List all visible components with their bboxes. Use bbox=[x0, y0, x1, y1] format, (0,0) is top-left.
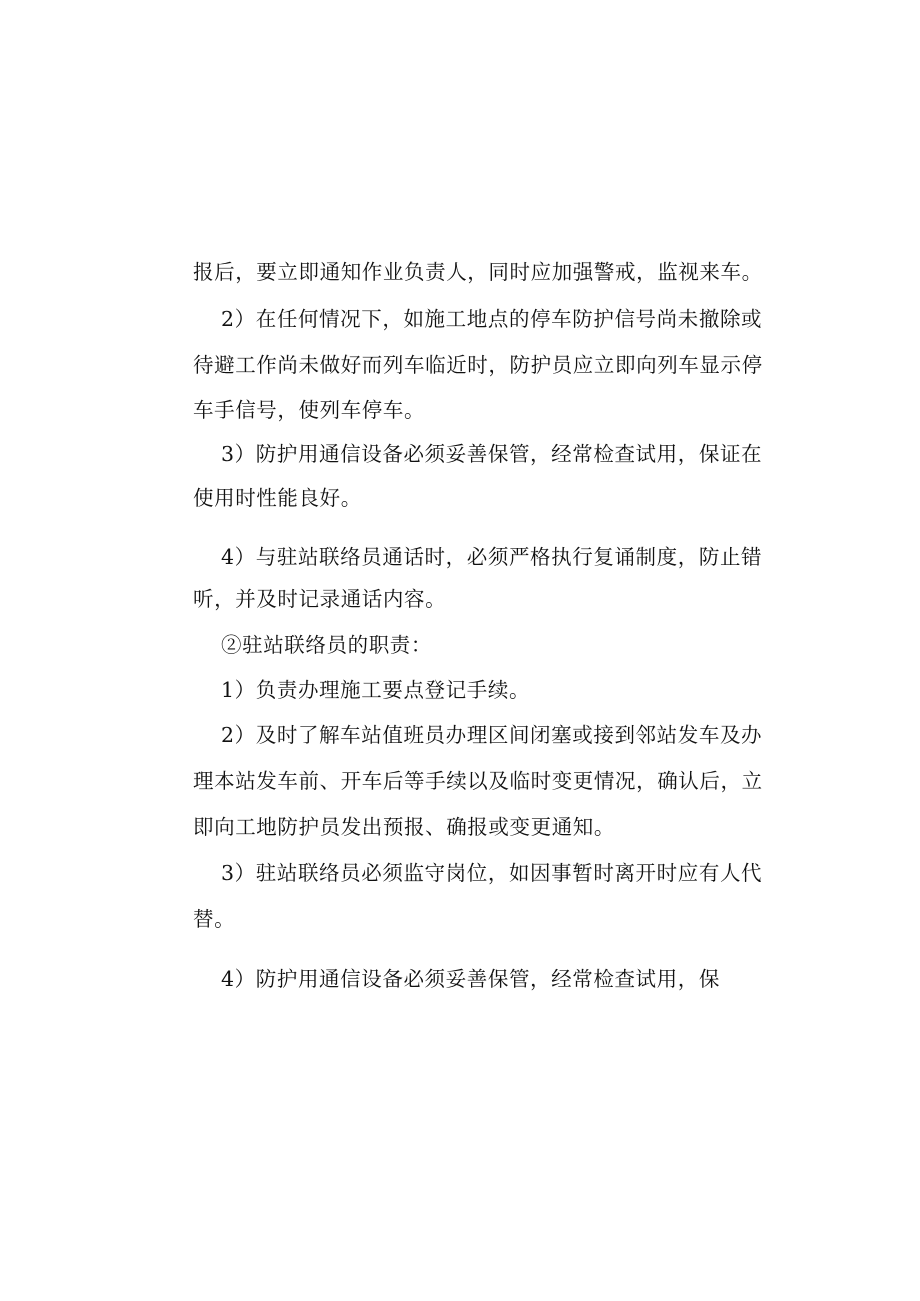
text-line: 听，并及时记录通话内容。 bbox=[193, 587, 447, 611]
text-line: 3）防护用通信设备必须妥善保管，经常检查试用，保证在 bbox=[221, 442, 763, 466]
text-line: 2）及时了解车站值班员办理区间闭塞或接到邻站发车及办 bbox=[221, 723, 763, 747]
text-line: 车手信号，使列车停车。 bbox=[193, 398, 426, 422]
text-line: 替。 bbox=[193, 907, 236, 931]
text-line: 2）在任何情况下，如施工地点的停车防护信号尚未撤除或 bbox=[221, 307, 763, 331]
text-line: 4）与驻站联络员通话时，必须严格执行复诵制度，防止错 bbox=[221, 545, 763, 569]
text-line: 报后，要立即通知作业负责人，同时应加强警戒，监视来车。 bbox=[193, 260, 763, 284]
text-line: 1）负责办理施工要点登记手续。 bbox=[221, 678, 531, 702]
text-line: 3）驻站联络员必须监守岗位，如因事暂时离开时应有人代 bbox=[221, 861, 763, 885]
text-line: 使用时性能良好。 bbox=[193, 486, 362, 510]
text-line: 理本站发车前、开车后等手续以及临时变更情况，确认后，立 bbox=[193, 769, 763, 793]
text-line: 待避工作尚未做好而列车临近时，防护员应立即向列车显示停 bbox=[193, 353, 763, 377]
section-heading: ②驻站联络员的职责： bbox=[221, 633, 432, 657]
text-line: 即向工地防护员发出预报、确报或变更通知。 bbox=[193, 815, 615, 839]
text-line: 4）防护用通信设备必须妥善保管，经常检查试用，保 bbox=[221, 967, 720, 991]
